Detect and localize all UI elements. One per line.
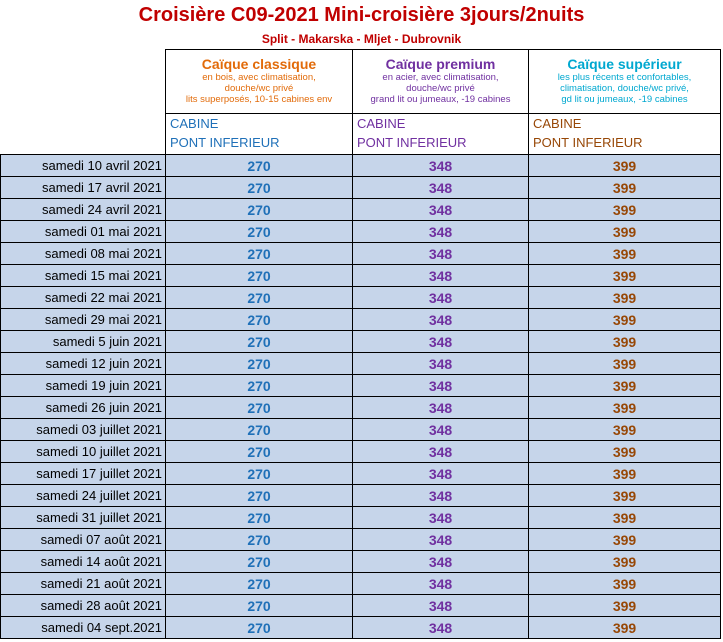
price-premium: 348 bbox=[353, 309, 529, 331]
departure-date: samedi 10 juillet 2021 bbox=[1, 441, 166, 463]
departure-date: samedi 08 mai 2021 bbox=[1, 243, 166, 265]
table-row bbox=[1, 463, 721, 485]
table-row bbox=[1, 441, 721, 463]
departure-date: samedi 24 juillet 2021 bbox=[1, 485, 166, 507]
price-classique: 270 bbox=[166, 419, 353, 441]
price-superieur: 399 bbox=[529, 551, 721, 573]
header-empty-cell bbox=[1, 50, 166, 114]
page-title: Croisière C09-2021 Mini-croisière 3jours/2nuits bbox=[138, 4, 585, 26]
header-classique bbox=[166, 50, 353, 114]
departure-date: samedi 14 août 2021 bbox=[1, 551, 166, 573]
price-classique: 270 bbox=[166, 507, 353, 529]
table-row bbox=[1, 353, 721, 375]
price-premium: 348 bbox=[353, 463, 529, 485]
price-superieur: 399 bbox=[529, 155, 721, 177]
table-row bbox=[1, 221, 721, 243]
price-superieur: 399 bbox=[529, 353, 721, 375]
price-classique: 270 bbox=[166, 529, 353, 551]
departure-date: samedi 17 juillet 2021 bbox=[1, 463, 166, 485]
cabin-type-premium bbox=[353, 114, 529, 155]
category-desc: douche/wc privé bbox=[406, 83, 475, 94]
header-premium bbox=[353, 50, 529, 114]
table-row bbox=[1, 485, 721, 507]
departure-date: samedi 24 avril 2021 bbox=[1, 199, 166, 221]
price-superieur: 399 bbox=[529, 331, 721, 353]
price-premium: 348 bbox=[353, 507, 529, 529]
price-premium: 348 bbox=[353, 573, 529, 595]
price-classique: 270 bbox=[166, 287, 353, 309]
price-superieur: 399 bbox=[529, 617, 721, 639]
price-superieur: 399 bbox=[529, 441, 721, 463]
table-row bbox=[1, 573, 721, 595]
price-classique: 270 bbox=[166, 155, 353, 177]
price-classique: 270 bbox=[166, 243, 353, 265]
table-row bbox=[1, 243, 721, 265]
category-name: Caïque supérieur bbox=[567, 56, 682, 72]
price-classique: 270 bbox=[166, 397, 353, 419]
subheader-empty-cell bbox=[1, 114, 166, 155]
departure-date: samedi 21 août 2021 bbox=[1, 573, 166, 595]
category-desc: les plus récents et confortables, bbox=[557, 72, 692, 83]
page-subtitle: Split - Makarska - Mljet - Dubrovnik bbox=[261, 32, 462, 46]
departure-date: samedi 5 juin 2021 bbox=[1, 331, 166, 353]
cabin-label: CABINE bbox=[533, 116, 582, 131]
table-row bbox=[1, 287, 721, 309]
category-desc: en acier, avec climatisation, bbox=[382, 72, 499, 83]
departure-date: samedi 12 juin 2021 bbox=[1, 353, 166, 375]
departure-date: samedi 22 mai 2021 bbox=[1, 287, 166, 309]
price-premium: 348 bbox=[353, 529, 529, 551]
cabin-type-classique bbox=[166, 114, 353, 155]
table-row bbox=[1, 595, 721, 617]
price-classique: 270 bbox=[166, 331, 353, 353]
departure-date: samedi 07 août 2021 bbox=[1, 529, 166, 551]
price-classique: 270 bbox=[166, 221, 353, 243]
table-row bbox=[1, 265, 721, 287]
table-row bbox=[1, 155, 721, 177]
category-name: Caïque classique bbox=[201, 56, 317, 72]
price-premium: 348 bbox=[353, 331, 529, 353]
price-premium: 348 bbox=[353, 265, 529, 287]
price-premium: 348 bbox=[353, 485, 529, 507]
price-superieur: 399 bbox=[529, 265, 721, 287]
category-desc: douche/wc privé bbox=[224, 83, 294, 94]
subheader-row bbox=[1, 114, 721, 155]
price-superieur: 399 bbox=[529, 221, 721, 243]
departure-date: samedi 19 juin 2021 bbox=[1, 375, 166, 397]
price-superieur: 399 bbox=[529, 375, 721, 397]
price-classique: 270 bbox=[166, 551, 353, 573]
price-superieur: 399 bbox=[529, 199, 721, 221]
price-premium: 348 bbox=[353, 441, 529, 463]
price-premium: 348 bbox=[353, 287, 529, 309]
table-row bbox=[1, 375, 721, 397]
price-superieur: 399 bbox=[529, 309, 721, 331]
price-superieur: 399 bbox=[529, 595, 721, 617]
price-rows bbox=[1, 155, 721, 639]
cabin-type-superieur bbox=[529, 114, 721, 155]
cabin-label: CABINE bbox=[170, 116, 219, 131]
price-superieur: 399 bbox=[529, 529, 721, 551]
price-classique: 270 bbox=[166, 485, 353, 507]
price-premium: 348 bbox=[353, 199, 529, 221]
price-superieur: 399 bbox=[529, 287, 721, 309]
price-premium: 348 bbox=[353, 375, 529, 397]
departure-date: samedi 26 juin 2021 bbox=[1, 397, 166, 419]
table-row bbox=[1, 309, 721, 331]
price-superieur: 399 bbox=[529, 485, 721, 507]
departure-date: samedi 29 mai 2021 bbox=[1, 309, 166, 331]
category-desc: gd lit ou jumeaux, -19 cabines bbox=[561, 94, 688, 105]
price-premium: 348 bbox=[353, 397, 529, 419]
price-classique: 270 bbox=[166, 265, 353, 287]
price-premium: 348 bbox=[353, 551, 529, 573]
departure-date: samedi 28 août 2021 bbox=[1, 595, 166, 617]
deck-label: PONT INFERIEUR bbox=[533, 135, 643, 150]
price-premium: 348 bbox=[353, 243, 529, 265]
price-superieur: 399 bbox=[529, 243, 721, 265]
deck-label: PONT INFERIEUR bbox=[170, 135, 280, 150]
price-premium: 348 bbox=[353, 617, 529, 639]
price-premium: 348 bbox=[353, 353, 529, 375]
table-row bbox=[1, 199, 721, 221]
table-row bbox=[1, 331, 721, 353]
category-desc: en bois, avec climatisation, bbox=[202, 72, 316, 83]
price-premium: 348 bbox=[353, 221, 529, 243]
category-desc: climatisation, douche/wc privé, bbox=[560, 83, 689, 94]
price-table bbox=[0, 49, 721, 639]
price-classique: 270 bbox=[166, 573, 353, 595]
departure-date: samedi 03 juillet 2021 bbox=[1, 419, 166, 441]
price-premium: 348 bbox=[353, 419, 529, 441]
departure-date: samedi 04 sept.2021 bbox=[1, 617, 166, 639]
departure-date: samedi 10 avril 2021 bbox=[1, 155, 166, 177]
category-desc: grand lit ou jumeaux, -19 cabines bbox=[370, 94, 511, 105]
departure-date: samedi 17 avril 2021 bbox=[1, 177, 166, 199]
price-classique: 270 bbox=[166, 441, 353, 463]
price-premium: 348 bbox=[353, 155, 529, 177]
departure-date: samedi 01 mai 2021 bbox=[1, 221, 166, 243]
table-row bbox=[1, 551, 721, 573]
price-superieur: 399 bbox=[529, 397, 721, 419]
price-superieur: 399 bbox=[529, 177, 721, 199]
table-row bbox=[1, 177, 721, 199]
price-classique: 270 bbox=[166, 177, 353, 199]
price-superieur: 399 bbox=[529, 419, 721, 441]
table-row bbox=[1, 617, 721, 639]
departure-date: samedi 15 mai 2021 bbox=[1, 265, 166, 287]
price-superieur: 399 bbox=[529, 463, 721, 485]
table-row bbox=[1, 419, 721, 441]
price-classique: 270 bbox=[166, 463, 353, 485]
departure-date: samedi 31 juillet 2021 bbox=[1, 507, 166, 529]
price-premium: 348 bbox=[353, 595, 529, 617]
cabin-label: CABINE bbox=[357, 116, 406, 131]
header-superieur bbox=[529, 50, 721, 114]
category-name: Caïque premium bbox=[385, 56, 496, 72]
price-classique: 270 bbox=[166, 617, 353, 639]
price-classique: 270 bbox=[166, 353, 353, 375]
price-classique: 270 bbox=[166, 199, 353, 221]
price-classique: 270 bbox=[166, 595, 353, 617]
price-superieur: 399 bbox=[529, 507, 721, 529]
header-row bbox=[1, 50, 721, 114]
price-classique: 270 bbox=[166, 309, 353, 331]
price-classique: 270 bbox=[166, 375, 353, 397]
table-row bbox=[1, 507, 721, 529]
deck-label: PONT INFERIEUR bbox=[357, 135, 467, 150]
price-premium: 348 bbox=[353, 177, 529, 199]
price-superieur: 399 bbox=[529, 573, 721, 595]
table-row bbox=[1, 397, 721, 419]
table-row bbox=[1, 529, 721, 551]
category-desc: lits superposés, 10-15 cabines env bbox=[185, 94, 333, 105]
